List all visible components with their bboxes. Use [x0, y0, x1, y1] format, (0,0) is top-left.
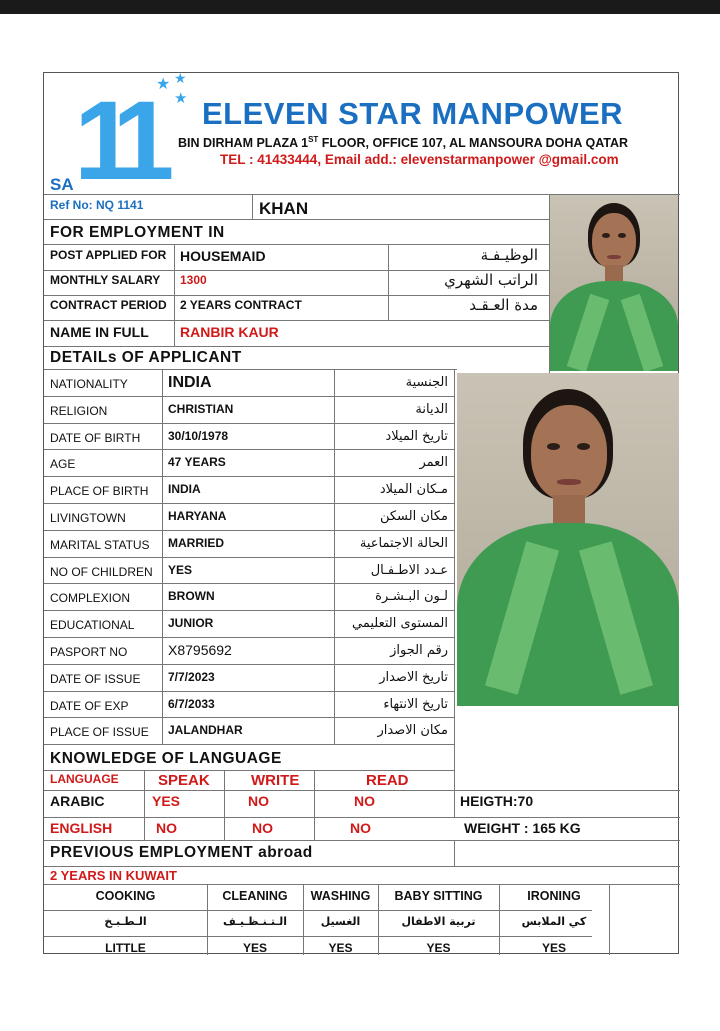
detail-arabic-place-of-birth: مـكان الميلاد	[379, 482, 448, 498]
detail-label-educational: EDUCATIONAL	[50, 618, 135, 633]
language-row-english-name: ENGLISH	[50, 820, 113, 836]
weight-value: WEIGHT : 165 KG	[464, 820, 581, 836]
name-value: RANBIR KAUR	[180, 324, 279, 340]
detail-arabic-date-of-birth: تاريخ الميلاد	[385, 428, 448, 444]
logo-number: 11	[74, 78, 157, 203]
detail-value-date-of-exp: 6/7/2033	[168, 696, 215, 711]
language-row-arabic-write: NO	[248, 793, 269, 809]
address-rest: FLOOR, OFFICE 107, AL MANSOURA DOHA QATAR	[318, 136, 629, 151]
applicant-photo-small	[550, 195, 678, 371]
detail-value-marital-status: MARRIED	[168, 535, 224, 550]
detail-label-nationality: NATIONALITY	[50, 377, 128, 391]
details-heading: DETAILs OF APPLICANT	[50, 349, 242, 366]
skill-arabic-0: الـطـبـخ	[104, 915, 147, 928]
language-col-speak: SPEAK	[158, 772, 210, 789]
contract-label: CONTRACT PERIOD	[50, 298, 167, 312]
name-label: NAME IN FULL	[50, 324, 149, 340]
detail-label-livingtown: LIVINGTOWN	[50, 511, 126, 525]
skill-levels-3: YES	[426, 941, 451, 955]
language-row-arabic-speak: YES	[152, 793, 181, 809]
detail-label-marital-status: MARITAL STATUS	[50, 537, 150, 552]
employment-heading: FOR EMPLOYMENT IN	[50, 224, 225, 241]
applicant-photo-large	[457, 373, 679, 706]
detail-value-complexion: BROWN	[168, 589, 215, 604]
detail-value-nationality: INDIA	[168, 374, 212, 391]
ref-name: KHAN	[259, 199, 309, 218]
logo-prefix: SA	[50, 175, 74, 194]
detail-label-place-of-birth: PLACE OF BIRTH	[50, 484, 149, 499]
detail-arabic-complexion: لـون البـشـرة	[375, 589, 448, 605]
detail-value-date-of-birth: 30/10/1978	[168, 428, 229, 443]
detail-label-age: AGE	[50, 457, 76, 472]
previous-detail: 2 YEARS IN KUWAIT	[50, 868, 177, 883]
detail-label-complexion: COMPLEXION	[50, 591, 131, 606]
language-row-english-write: NO	[252, 820, 273, 836]
top-bar	[0, 0, 720, 14]
detail-value-no-of-children: YES	[168, 562, 193, 577]
detail-value-educational: JUNIOR	[168, 616, 214, 631]
contract-arabic: مدة العـقـد	[469, 296, 538, 314]
skill-levels-1: YES	[242, 941, 267, 955]
post-value: HOUSEMAID	[180, 248, 266, 264]
detail-arabic-place-of-issue: مكان الاصدار	[377, 723, 448, 739]
address-sup: ST	[308, 135, 319, 144]
skill-arabic-3: تربية الاطفال	[401, 915, 476, 928]
salary-arabic: الراتب الشهري	[444, 271, 538, 289]
language-row-arabic-name: ARABIC	[50, 793, 105, 809]
company-name: ELEVEN STAR MANPOWER	[202, 96, 624, 131]
previous-heading: PREVIOUS EMPLOYMENT abroad	[50, 844, 313, 861]
detail-arabic-religion: الديانة	[415, 401, 448, 417]
skill-columns-3: BABY SITTING	[394, 889, 483, 903]
detail-arabic-date-of-exp: تاريخ الانتهاء	[383, 696, 448, 712]
skill-columns-1: CLEANING	[222, 889, 288, 903]
detail-label-date-of-issue: DATE OF ISSUE	[50, 671, 141, 686]
detail-arabic-marital-status: الحالة الاجتماعية	[359, 535, 448, 551]
detail-label-date-of-birth: DATE OF BIRTH	[50, 430, 141, 445]
detail-arabic-no-of-children: عـدد الاطـفـال	[370, 562, 448, 578]
detail-arabic-nationality: الجنسية	[405, 375, 448, 390]
detail-arabic-pasport-no: رقم الجواز	[390, 643, 448, 658]
detail-value-pasport-no: X8795692	[168, 642, 232, 658]
language-heading: KNOWLEDGE OF LANGUAGE	[50, 750, 282, 767]
cv-sheet	[43, 72, 679, 954]
post-arabic: الوظيـفـة	[480, 246, 538, 264]
language-row-english-speak: NO	[156, 820, 177, 836]
skill-levels-0: LITTLE	[105, 941, 146, 955]
contract-value: 2 YEARS CONTRACT	[180, 298, 302, 312]
skill-columns-2: WASHING	[310, 889, 371, 903]
company-logo	[50, 70, 214, 203]
skill-levels-4: YES	[541, 941, 566, 955]
company-address	[178, 136, 628, 150]
salary-value: 1300	[180, 273, 207, 287]
skill-arabic-2: الغسيل	[320, 915, 361, 928]
detail-value-livingtown: HARYANA	[168, 509, 227, 523]
height-value: HEIGTH:70	[460, 793, 534, 809]
skill-columns-0: COOKING	[95, 889, 156, 903]
language-col-write: WRITE	[251, 772, 300, 789]
detail-arabic-livingtown: مكان السكن	[379, 509, 448, 524]
skill-columns-4: IRONING	[527, 889, 581, 903]
detail-label-place-of-issue: PLACE OF ISSUE	[50, 725, 149, 740]
detail-label-pasport-no: PASPORT NO	[50, 645, 128, 659]
skill-arabic-4: كي الملابس	[521, 915, 587, 928]
detail-value-religion: CHRISTIAN	[168, 401, 234, 416]
skill-levels-2: YES	[328, 941, 353, 955]
language-row-arabic-read: NO	[354, 793, 375, 809]
skill-arabic-1: الـتـنـظـيـف	[223, 915, 287, 928]
detail-value-age: 47 YEARS	[168, 455, 226, 470]
detail-arabic-educational: المستوى التعليمي	[352, 616, 448, 632]
star-icon: ★	[174, 90, 188, 107]
star-icon: ★	[156, 76, 171, 93]
detail-label-no-of-children: NO OF CHILDREN	[50, 564, 153, 579]
address-main: BIN DIRHAM PLAZA 1	[178, 136, 309, 151]
language-col-read: READ	[366, 772, 409, 789]
language-col-language: LANGUAGE	[50, 772, 119, 786]
company-contact: TEL : 41433444, Email add.: elevenstarmanpower @gmail.com	[220, 152, 619, 167]
detail-value-place-of-issue: JALANDHAR	[168, 723, 243, 738]
star-icon: ★	[174, 70, 187, 86]
post-label: POST APPLIED FOR	[50, 248, 167, 262]
detail-arabic-age: العمر	[419, 455, 448, 471]
detail-value-date-of-issue: 7/7/2023	[168, 669, 215, 684]
detail-label-religion: RELIGION	[50, 403, 108, 418]
language-row-english-read: NO	[350, 820, 371, 836]
salary-label: MONTHLY SALARY	[50, 273, 161, 287]
ref-number: Ref No: NQ 1141	[50, 198, 144, 212]
detail-value-place-of-birth: INDIA	[168, 482, 201, 497]
detail-label-date-of-exp: DATE OF EXP	[50, 698, 129, 713]
detail-arabic-date-of-issue: تاريخ الاصدار	[379, 669, 448, 685]
